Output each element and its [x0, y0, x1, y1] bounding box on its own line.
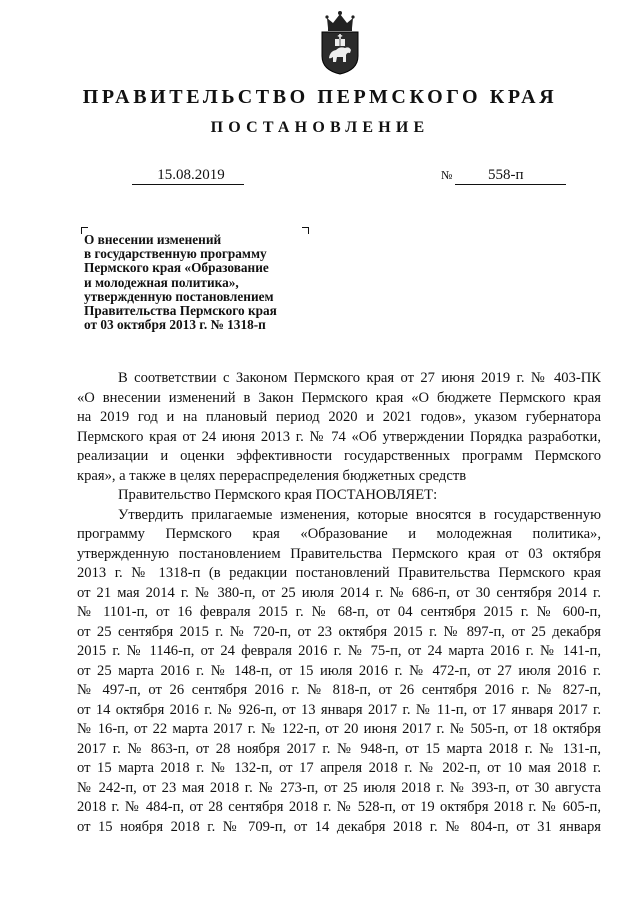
body-line: № 242-п, от 23 мая 2018 г. № 273-п, от 25 июля 2018 г. № 393-п, от 30 августа — [77, 779, 601, 796]
body-line: от 21 мая 2014 г. № 380-п, от 25 июля 2014 г. № 686-п, от 30 сентября 2014 г. — [77, 584, 601, 601]
body-line: № 1101-п, от 16 февраля 2015 г. № 68-п, от 04 сентября 2015 г. № 600-п, — [77, 604, 601, 620]
body-line: 2017 г. № 863-п, от 28 ноября 2017 г. № 948-п, от 15 марта 2018 г. № 131-п, — [77, 740, 601, 757]
body-line: Утвердить прилагаемые изменения, которые вносятся в государственную — [118, 506, 601, 523]
body-line: № 16-п, от 22 марта 2017 г. № 122-п, от 20 июня 2017 г. № 505-п, от 18 октября — [77, 721, 601, 737]
body-line: программу Пермского края «Образование и молодежная политика», — [77, 526, 601, 542]
body-line: № 497-п, от 26 сентября 2016 г. № 818-п, от 26 сентября 2016 г. № 827-п, — [77, 682, 601, 698]
government-title: ПРАВИТЕЛЬСТВО ПЕРМСКОГО КРАЯ — [82, 86, 558, 108]
body-line: 2015 г. № 1146-п, от 24 февраля 2016 г. № 75-п, от 24 марта 2016 г. № 141-п, — [77, 643, 601, 659]
body-line: «О внесении изменений в Закон Пермского края «О бюджете Пермского края — [77, 389, 601, 406]
body-line: 2013 г. № 1318-п (в редакции постановлений Правительства Пермского края — [77, 565, 601, 581]
subject-line: от 03 октября 2013 г. № 1318-п — [84, 317, 266, 333]
body-line: Пермского края от 24 июня 2013 г. № 74 «Об утверждении Порядка разработки, — [77, 428, 601, 445]
document-subject — [84, 233, 324, 332]
body-line: Правительство Пермского края ПОСТАНОВЛЯЕТ: — [118, 487, 438, 503]
number-sign: № — [441, 168, 453, 182]
body-line: реализации и оценки эффективности государственных программ Пермского — [77, 448, 601, 464]
subject-line: Пермского края «Образование — [84, 260, 269, 276]
coat-of-arms-icon — [318, 10, 362, 76]
subject-line: Правительства Пермского края — [84, 303, 277, 319]
document-date: 15.08.2019 — [132, 166, 244, 185]
document-body — [77, 369, 601, 837]
document-number: 558-п — [455, 166, 566, 185]
body-line: В соответствии с Законом Пермского края от 27 июня 2019 г. № 403-ПК — [118, 370, 601, 386]
body-line: 2018 г. № 484-п, от 28 сентября 2018 г. № 528-п, от 19 октября 2018 г. № 605-п, — [77, 799, 601, 815]
subject-line: в государственную программу — [84, 246, 267, 262]
subject-line: и молодежная политика», — [84, 274, 239, 290]
body-line: утвержденную постановлением Правительства Пермского края от 03 октября — [77, 545, 601, 562]
subject-line: утвержденную постановлением — [84, 288, 274, 304]
body-line: от 25 сентября 2015 г. № 720-п, от 23 октября 2015 г. № 897-п, от 25 декабря — [77, 623, 601, 640]
body-line: на 2019 год и на плановый период 2020 и 2021 годов», указом губернатора — [77, 409, 601, 425]
subject-line: О внесении изменений — [84, 232, 222, 247]
body-line: от 14 октября 2016 г. № 926-п, от 13 января 2017 г. № 11-п, от 17 января 2017 г. — [77, 701, 601, 718]
body-line: от 15 марта 2018 г. № 132-п, от 17 апреля 2018 г. № 202-п, от 10 мая 2018 г. — [77, 760, 601, 776]
body-line: от 15 ноября 2018 г. № 709-п, от 14 декабря 2018 г. № 804-п, от 31 января — [77, 818, 601, 835]
document-type: ПОСТАНОВЛЕНИЕ — [210, 119, 430, 136]
body-line: края», а также в целях перераспределения бюджетных средств — [77, 467, 467, 484]
body-line: от 25 марта 2016 г. № 148-п, от 15 июля 2016 г. № 472-п, от 27 июля 2016 г. — [77, 662, 601, 679]
